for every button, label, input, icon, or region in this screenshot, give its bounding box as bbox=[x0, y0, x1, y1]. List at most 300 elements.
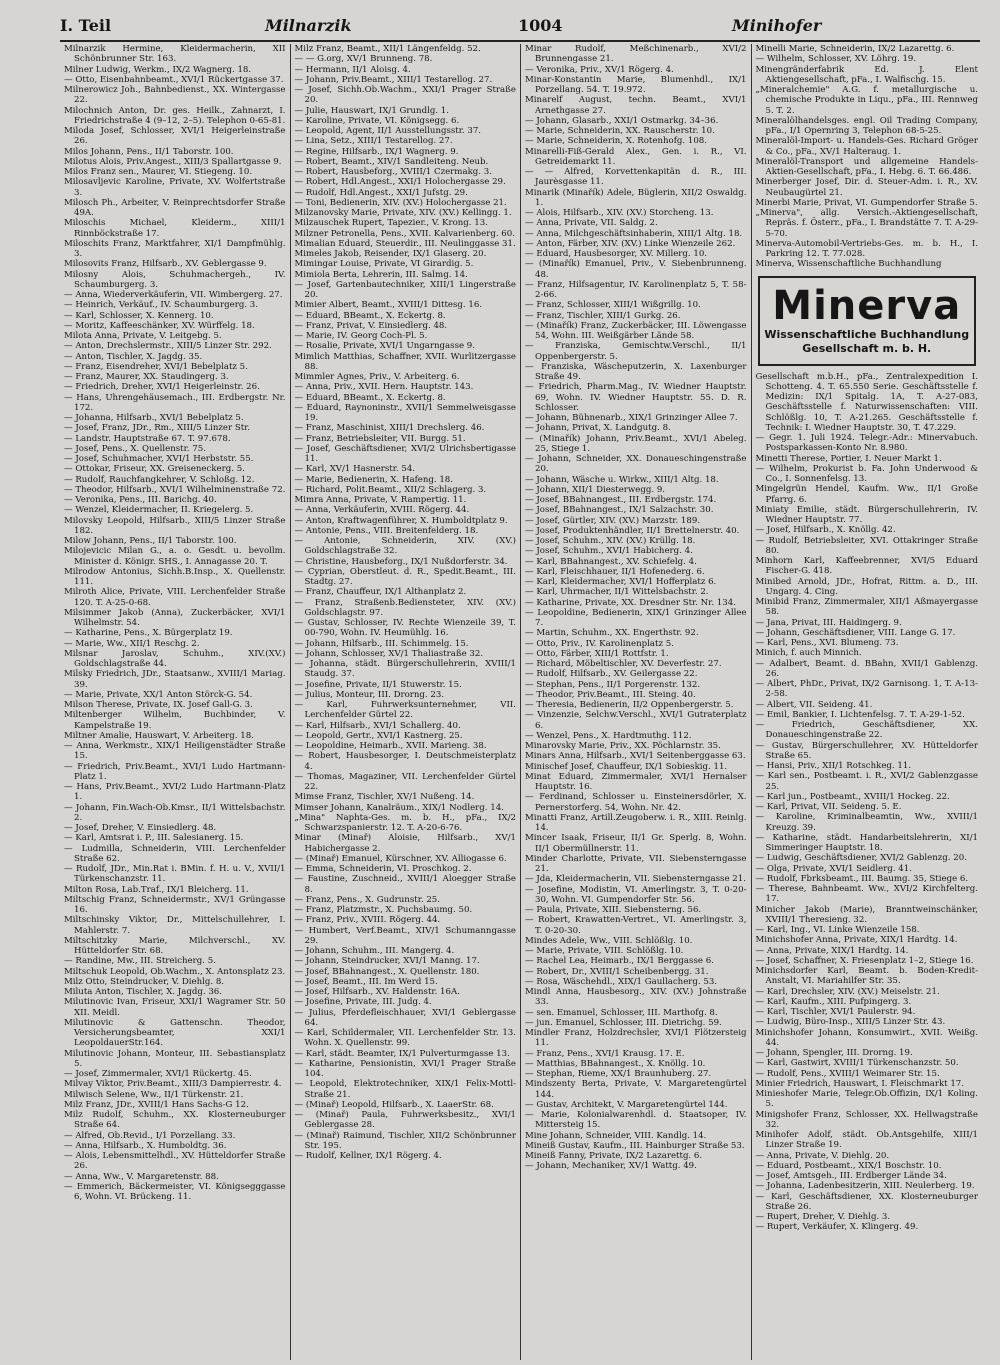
directory-entry: Miloschits Franz, Marktfahrer, XI/1 Dampfmühlg. 3. bbox=[64, 238, 286, 259]
directory-entry: — Julie, Hauswart, IX/1 Grundlg. 1. bbox=[294, 105, 449, 116]
page-number: 1004 bbox=[518, 16, 563, 35]
directory-entry: Mimeles Jakob, Reisender, IX/1 Glaserg. 20. bbox=[294, 249, 487, 259]
directory-entry: — Karl, Geschäftsdiener, XX. Klosterneuburger Straße 26. bbox=[755, 1191, 978, 1212]
directory-entry: — Johanna, städt. Bürgerschullehrerin, XVIII/1 Staudg. 37. bbox=[294, 659, 516, 680]
directory-entry: — Karl, städt. Beamter, IX/1 Pulverturmgasse 13. bbox=[294, 1048, 510, 1059]
directory-entry: — Wenzel, Kleidermacher, II. Kriegelerg. 5. bbox=[64, 505, 254, 516]
directory-entry: Miniaty Emilie, städt. Bürgerschullehrerin, IV. Wiedner Hauptstr. 77. bbox=[755, 504, 978, 525]
directory-entry: Milnerowicz Joh., Bahnbedienst., XX. Wintergasse 22. bbox=[64, 85, 286, 106]
directory-entry: — Marie, Bedienerin, X. Hafeng. 18. bbox=[294, 474, 453, 485]
directory-entry: — Wenzel, Pens., X. Hardtmuthg. 112. bbox=[525, 730, 692, 741]
directory-entry: — Johann, Privat, X. Landgutg. 8. bbox=[525, 423, 671, 434]
directory-entry: — Gustav, Schlosser, IV. Rechte Wienzeile 39, T. 00-790, Wohn. IV. Heumühlg. 16. bbox=[294, 618, 516, 639]
directory-entry: Mineralöl-Import- u. Handels-Ges. Richard Gröger & Co., pFa., XV/1 Halteraug. 1. bbox=[755, 136, 978, 157]
directory-entry: — Ferdinand, Schlosser u. Einsteinersdörler, X. Pernerstorferg. 54, Wohn. Nr. 42. bbox=[525, 792, 747, 813]
directory-entry: — Anton, Färber, XIV. (XV.) Linke Wienzeile 262. bbox=[525, 238, 736, 249]
directory-entry: — Josef, Gartenbautechniker, XIII/1 Lingerstraße 20. bbox=[294, 279, 516, 300]
directory-entry: — Hansi, Priv., XII/1 Rotschkeg. 11. bbox=[755, 761, 912, 771]
directory-entry: Minerberger Josef, Dir. d. Steuer-Adm. i. R., XV. Neubaugürtel 21. bbox=[755, 177, 978, 198]
directory-entry: — Franz, Privat, V. Einsiedlerg. 48. bbox=[294, 320, 448, 331]
column-4 bbox=[752, 44, 982, 1360]
column-4-top-entries bbox=[756, 44, 978, 270]
directory-entry: — Johann, Hilfsarb., III. Schimmelg. 15. bbox=[294, 638, 469, 649]
directory-entry: Mimingar Louise, Private, VI Girardig. 5. bbox=[294, 259, 474, 270]
directory-entry: — Lina, Setz., XIII/1 Testarellog. 27. bbox=[294, 136, 453, 147]
directory-entry: — Alfred, Ob.Revid., I/1 Porzellang. 33. bbox=[64, 1130, 236, 1141]
directory-entry: — Franz, Maurer, XX. Staudingerg. 3. bbox=[64, 372, 229, 382]
directory-entry: — Marie, Private, VIII. Schlößlg. 10. bbox=[525, 946, 684, 956]
directory-entry: — Josef, Zimmermaler, XVI/1 Rückertg. 45. bbox=[64, 1069, 252, 1079]
directory-entry: „Minerva", allg. Versich.-Aktiengesellschaft, Repräs. f. Österr., pFa., I. Brandstätte 7. T. A-29-5-70. bbox=[755, 208, 978, 239]
directory-entry: Milotus Alois, Priv.Angest., XIII/3 Spallartgasse 9. bbox=[64, 156, 282, 167]
directory-entry: — Thomas, Magaziner, VII. Lerchenfelder Gürtel 22. bbox=[294, 771, 516, 792]
directory-entry: — Anna, Priv., XVII. Hern. Hauptstr. 143. bbox=[294, 382, 474, 393]
directory-entry: — Anna, Ww., V. Margaretenstr. 88. bbox=[64, 1171, 219, 1182]
directory-entry: Miltschitzky Marie, Milchverschl., XV. Hütteldorfer Str. 68. bbox=[64, 935, 286, 956]
directory-entry: — jun. Emanuel, Schlosser, III. Dietrichg. 59. bbox=[525, 1017, 722, 1028]
directory-entry: — Rupert, Dreher, V. Diehlg. 3. bbox=[755, 1212, 891, 1222]
directory-entry: — Regine, Hilfsarb., IX/1 Wagnerg. 9. bbox=[294, 146, 459, 157]
directory-entry: — Emma, Schneiderin, VI. Proschkog. 2. bbox=[294, 864, 472, 874]
directory-entry: — Otto, Färber, XIII/1 Rottfstr. 1. bbox=[525, 648, 669, 659]
directory-entry: — (Minařík) Emanuel, Priv., V. Siebenbrunneng. 48. bbox=[525, 259, 747, 280]
directory-entry: Mimier Albert, Beamt., XVIII/1 Dittesg. 16. bbox=[294, 300, 483, 311]
directory-entry: — Franz, Eisendreher, XVI/1 Bebelplatz 5. bbox=[64, 361, 248, 372]
directory-entry: Milota Anna, Private, V. Leitgebg. 5. bbox=[64, 331, 222, 341]
directory-entry: Minerva, Wissenschaftliche Buchhandlung bbox=[755, 259, 942, 270]
directory-entry: — Johann, Schlosser, XV/1 Thaliastraße 32. bbox=[294, 648, 484, 659]
directory-entry: — Rupert, Verkäufer, X. Klingerg. 49. bbox=[755, 1222, 919, 1233]
directory-columns bbox=[60, 44, 982, 1360]
directory-entry: — Eduard, BBeamt., X. Eckertg. 8. bbox=[294, 392, 446, 403]
directory-entry: — Antonie, Pens., VIII. Breitenfelderg. 18. bbox=[294, 525, 479, 536]
directory-entry: Mimmler Agnes, Priv., V. Arbeiterg. 6. bbox=[294, 372, 460, 382]
directory-entry: — Wilhelm, Schlosser, XV. Löhrg. 19. bbox=[755, 54, 917, 65]
directory-entry: Minar-Konstantin Marie, Blumenhdl., IX/1 Porzellang. 54. T. 19.972. bbox=[525, 74, 747, 95]
directory-entry: — Robert, Hausbeforg., XVIII/1 Czermakg. 3. bbox=[294, 167, 492, 177]
directory-entry: — Robert, Hdl.Angest., XXI/1 Holochergasse 29. bbox=[294, 177, 506, 188]
directory-entry: — Franz, Platzmstr., X. Puchsbaumg. 50. bbox=[294, 905, 473, 915]
directory-entry: — Anna, Wiederverkäuferin, VII. Wimbergerg. 27. bbox=[64, 290, 283, 300]
directory-entry: — Josef, Dreher, V. Einsiedlerg. 48. bbox=[64, 823, 217, 833]
directory-entry: — Anna, Verkäuferin, XVIII. Rögerg. 44. bbox=[294, 505, 470, 516]
directory-entry: — Karl, Ing., VI. Linke Wienzeile 158. bbox=[755, 925, 920, 935]
directory-entry: — Karl, Kaufm., XIII. Pufpingerg. 3. bbox=[755, 996, 912, 1007]
directory-entry: — — G.org, XV/1 Brunneng. 78. bbox=[294, 54, 433, 65]
ad-title: Minerva bbox=[772, 282, 962, 329]
directory-entry: — Vinzenzie, Selchw.Verschl., XVI/1 Gutraterplatz 6. bbox=[525, 710, 747, 731]
directory-entry: Mimiola Berta, Lehrerin, III. Salmg. 14. bbox=[294, 269, 468, 280]
directory-entry: — Josefine, Private, III. Judg. 4. bbox=[294, 997, 432, 1008]
directory-entry: — (Minařík) Johann, Priv.Beamt., XVI/1 Abeleg. 25, Stiege 1. bbox=[525, 433, 747, 454]
directory-entry: — Eduard, Raynoninstr., XVII/1 Semmelweisgasse 19. bbox=[294, 402, 516, 423]
directory-entry: — Karl, Drechsler, XIV. (XV.) Meiselstr. 21. bbox=[755, 986, 940, 997]
directory-entry: Milzanovsky Marie, Private, XIV. (XV.) Kellingg. 1. bbox=[294, 208, 512, 218]
directory-entry: — Johanna, Ladenbesitzerin, XIII. Neulerberg. 19. bbox=[755, 1181, 975, 1192]
directory-entry: — Landstr. Hauptstraße 67. T. 97.678. bbox=[64, 433, 231, 444]
directory-entry: — Olga, Private, XVI/1 Seidlerg. 41. bbox=[755, 863, 912, 874]
directory-entry: Minarelf August, techn. Beamt., XVI/1 Arnethgasse 27. bbox=[525, 95, 747, 116]
directory-entry: — Johann, Schneider, XX. Donaueschingenstraße 20. bbox=[525, 454, 747, 475]
directory-entry: Minars Anna, Hilfsarb., XVI/1 Seitenberggasse 63. bbox=[525, 751, 746, 762]
directory-entry: — Karl jun., Postbeamt., XVIII/1 Hockeg. 22. bbox=[755, 791, 950, 802]
directory-entry: — Julius, Monteur, III. Drorng. 23. bbox=[294, 689, 445, 700]
directory-entry: — Rudolf, JDr., Min.Rat i. BMin. f. H. u. V., XVII/1 Türkenschanzstr. 11. bbox=[64, 864, 286, 885]
directory-entry: Mimser Johann, Kanalräum., XIX/1 Nodlerg. 14. bbox=[294, 802, 504, 813]
directory-entry: Miltschig Franz, Schneidermstr., XV/1 Grüngasse 16. bbox=[64, 894, 286, 915]
directory-entry: — Rosa, Wäschehdl., XIX/1 Gaullacherg. 53. bbox=[525, 976, 718, 987]
directory-entry: — (Minař) Emanuel, Kürschner, XV. Alliogasse 6. bbox=[294, 853, 507, 864]
directory-entry: Milow Johann, Pens., II/1 Taborstr. 100. bbox=[64, 536, 237, 546]
directory-entry: — Josefine, Private, II/1 Stuwerstr. 15. bbox=[294, 679, 462, 690]
directory-entry: — Katharine, Pensionistin, XVI/1 Prager Straße 104. bbox=[294, 1058, 516, 1079]
directory-entry: — Karl, Privat, VII. Seideng. 5. E. bbox=[755, 802, 902, 812]
directory-entry: Milojevicic Milan G., a. o. Gesdt. u. bevollm. Minister d. Königr. SHS., I. Annagasse 20. T. bbox=[64, 546, 286, 567]
directory-entry: — Marie, Private, XX/1 Anton Störck-G. 54. bbox=[64, 689, 253, 700]
directory-entry: — Richard, Möbeltischler, XV. Deverfestr. 27. bbox=[525, 659, 722, 669]
directory-entry: — Franz, Pens., X. Gudrunstr. 25. bbox=[294, 894, 440, 905]
directory-entry: Minelli Marie, Schneiderin, IX/2 Lazarettg. 6. bbox=[755, 44, 955, 54]
directory-entry: — Johann, Mechaniker, XV/1 Wattg. 49. bbox=[525, 1161, 697, 1172]
directory-entry: — Hans, Uhrengehäusemach., III. Erdbergstr. Nr. 172. bbox=[64, 392, 286, 413]
directory-entry: — Alois, Lebensmittelhdl., XV. Hütteldorfer Straße 26. bbox=[64, 1151, 286, 1172]
directory-entry: — Franz, Pens., XVI/1 Krausg. 17. E. bbox=[525, 1048, 685, 1059]
directory-entry: — Josef, Pens., X. Quellenstr. 75. bbox=[64, 443, 206, 454]
directory-entry: — Karl, Fuhrwerksunternehmer, VII. Lerchenfelder Gürtel 22. bbox=[294, 700, 516, 721]
directory-entry: Mindler Franz, Holzdrechsler, XVI/1 Flötzersteig 11. bbox=[525, 1028, 747, 1049]
directory-entry: — Martin, Schuhm., XX. Engerthstr. 92. bbox=[525, 628, 699, 639]
directory-entry: — Johann, Glasarb., XXI/1 Ostmarkg. 34–36. bbox=[525, 115, 719, 126]
directory-entry: — Karl sen., Postbeamt. i. R., XVI/2 Gablenzgasse 25. bbox=[755, 771, 978, 792]
directory-entry: — Jana, Privat, III. Haidingerg. 9. bbox=[755, 617, 902, 628]
directory-entry: — Rudolf, Betriebsleiter, XVI. Ottakringer Straße 80. bbox=[755, 535, 978, 556]
directory-entry: — Adalbert, Beamt. d. BBahn, XVII/1 Gablenzg. 26. bbox=[755, 658, 978, 679]
directory-entry: — Josef, BBahnangest., X. Quellenstr. 180. bbox=[294, 966, 480, 977]
directory-entry: — Humbert, Verf.Beamt., XIV/1 Schumanngasse 29. bbox=[294, 925, 516, 946]
directory-entry: — Richard, Polit.Beamt., XII/2 Schlagerg. 3. bbox=[294, 484, 487, 495]
directory-entry: Gesellschaft m.b.H., pFa., Zentralexpedition I. Schotteng. 4. T. 65.550 Serie. Geschäftsstelle f. Medizin: IX/1 Spitalg. 1A, T. A-27-083, Geschäftsstelle f. Naturwissenschaften: VIII. Schlößlg. 10, T. A-21.265. Geschäftsstelle f. Technik: I. Wiedner Hauptstr. 30, T. 47.229. bbox=[755, 371, 978, 433]
directory-entry: — Eduard, Postbeamt., XIX/1 Boschstr. 10. bbox=[755, 1160, 942, 1171]
directory-entry: — Anna, Private, XIX/1 Hardtg. 14. bbox=[755, 945, 909, 956]
directory-entry: Mingelgrün Hendel, Kaufm. Ww., II/1 Große Pfarrg. 6. bbox=[755, 484, 978, 505]
directory-entry: — Johann, Schuhm., III. Mangerg. 4. bbox=[294, 946, 455, 956]
directory-entry: Milsimmer Jakob (Anna), Zuckerbäcker, XVI/1 Wilhelmstr. 54. bbox=[64, 607, 286, 628]
directory-entry: — Friedrich, Dreher, XVI/1 Heigerleinstr. 26. bbox=[64, 382, 260, 393]
directory-entry: — Josef, Sichh.Ob.Wachm., XXI/1 Prager Straße 20. bbox=[294, 85, 516, 106]
directory-entry: — Theodor, Hilfsarb., XVI/1 Wilhelminenstraße 72. bbox=[64, 484, 286, 495]
directory-entry: — (Minař) Paula, Fuhrwerksbesitz., XVI/1 Geblergasse 28. bbox=[294, 1110, 516, 1131]
directory-entry: Milosch Ph., Arbeiter, V. Reinprechtsdorfer Straße 49A. bbox=[64, 197, 286, 218]
directory-entry: — Julius, Pferdefleischhauer, XVI/1 Geblergasse 64. bbox=[294, 1007, 516, 1028]
directory-entry: — Josef, Beamt., III. Im Werd 15. bbox=[294, 976, 438, 987]
directory-entry: — (Minař) Raimund, Tischler, XII/2 Schönbrunner Str. 195. bbox=[294, 1130, 516, 1151]
directory-entry: Miloda Josef, Schlosser, XVI/1 Heigerleinstraße 26. bbox=[64, 126, 286, 147]
directory-entry: — Karl, Tischler, XVI/1 Paulerstr. 94. bbox=[755, 1007, 916, 1017]
directory-entry: — Toni, Bedienerin, XIV. (XV.) Holochergasse 21. bbox=[294, 197, 507, 208]
directory-entry: Minich, f. auch Minnich. bbox=[755, 648, 862, 659]
directory-entry: Milton Rosa, Lab.Traf., IX/1 Bleicherg. 11. bbox=[64, 884, 249, 895]
directory-entry: — Albert, VII. Seideng. 41. bbox=[755, 699, 873, 710]
directory-entry: — (Minařík) Franz, Zuckerbäcker, III. Löwengasse 54, Wohn. III. Weißgärber Lände 58. bbox=[525, 320, 747, 341]
directory-entry: — Gustav, Architekt, V. Margaretengürtel 144. bbox=[525, 1099, 728, 1110]
directory-entry: — Marie, Ww., XII/1 Reschg. 2. bbox=[64, 638, 200, 649]
directory-entry: Milosny Alois, Schuhmachergeh., IV. Schaumburgerg. 3. bbox=[64, 269, 286, 290]
directory-entry: — Wilhelm, Prokurist b. Fa. John Underwood & Co., I. Sonnenfelsg. 13. bbox=[755, 463, 978, 484]
directory-entry: — Rudolf, Kellner, IX/1 Rögerg. 4. bbox=[294, 1151, 442, 1161]
directory-entry: Minibed Arnold, JDr., Hofrat, Rittm. a. D., III. Ungarg. 4. Cing. bbox=[755, 576, 978, 597]
directory-entry: — Matthias, BBahnangest., X. Knöllg. 10. bbox=[525, 1058, 706, 1069]
directory-entry: — Marie, Schneiderin, X. Rotenhofg. 108. bbox=[525, 136, 707, 147]
directory-entry: Milrodow Antonius, Sichh.B.Insp., X. Quellenstr. 111. bbox=[64, 566, 286, 587]
directory-entry: Mineralölhandelsges. engl. Oil Trading Company, pFa., I/1 Opernring 3, Telephon 68-5-25. bbox=[755, 115, 978, 136]
directory-entry: — Karl, BBahnangest., XV. Schiefelg. 4. bbox=[525, 556, 697, 567]
directory-entry: — Johanna, Hilfsarb., XVI/1 Bebelplatz 5. bbox=[64, 413, 244, 423]
directory-entry: — Marie, Kolonialwarenhdl. d. Staatsoper, IV. Mittersteig 15. bbox=[525, 1110, 747, 1131]
directory-entry: — Eduard, BBeamt., X. Eckertg. 8. bbox=[294, 310, 446, 321]
directory-entry: Milwisch Selene, Ww., II/1 Türkenstr. 21. bbox=[64, 1089, 244, 1100]
directory-entry: — Karl, Pens., XVI. Blumeng. 73. bbox=[755, 638, 899, 648]
directory-entry: — Gustav, Bürgerschullehrer, XV. Hütteldorfer Straße 65. bbox=[755, 740, 978, 761]
directory-entry: Milz Franz, JDr., XVIII/1 Hans Sachs-G 12. bbox=[64, 1099, 249, 1110]
directory-entry: — Anna, Private, V. Diehlg. 20. bbox=[755, 1150, 890, 1161]
directory-entry: Milz Otto, Steindrucker, V. Diehlg. 8. bbox=[64, 976, 225, 987]
directory-entry: — Rudolf, Hilfsarb., XV. Geilergasse 22. bbox=[525, 669, 698, 680]
directory-entry: — Robert, Beamt., XIV/1 Sandleiteng. Neub. bbox=[294, 156, 489, 167]
directory-entry: — Franz, Straßenb.Bediensteter, XIV. (XV.) Goldschlagstr. 97. bbox=[294, 597, 516, 618]
directory-entry: — Moritz, Kaffeeschänker, XV. Würffelg. 18. bbox=[64, 320, 255, 331]
minerva-advertisement bbox=[758, 276, 976, 366]
directory-entry: — Rachel Lea, Heimarb., IX/1 Berggasse 6. bbox=[525, 956, 714, 967]
directory-entry: Minicher Jakob (Marie), Branntweinschänker, XVIII/1 Theresieng. 32. bbox=[755, 904, 978, 925]
directory-entry: — Therese, Bahnbeamt. Ww., XVI/2 Kirchfelterg. 17. bbox=[755, 884, 978, 905]
first-headword: Milnarzik bbox=[265, 16, 352, 35]
directory-entry: Minatti Franz, Artill.Zeugoberw. i. R., XIII. Reinlg. 14. bbox=[525, 812, 747, 833]
directory-entry: — Leopold, Gertr., XVI/1 Kastnerg. 25. bbox=[294, 730, 463, 741]
directory-entry: Milvay Viktor, Priv.Beamt., XIII/3 Dampierrestr. 4. bbox=[64, 1079, 282, 1090]
directory-entry: Milovsky Leopold, Hilfsarb., XIII/5 Linzer Straße 182. bbox=[64, 515, 286, 536]
directory-entry: — Eduard, Hausbesorger, XV. Millerg. 10. bbox=[525, 249, 708, 259]
directory-entry: — Franz, Maschinist, XIII/1 Drechslerg. 46. bbox=[294, 423, 485, 434]
directory-entry: — Paula, Private, XIII. Siebensterng. 56. bbox=[525, 905, 702, 915]
directory-entry: — Robert, Dr., XVIII/1 Scheibenbergg. 31. bbox=[525, 966, 709, 977]
directory-entry: — Leopoldine, Bedienerin, XIX/1 Grinzinger Allee 7. bbox=[525, 607, 747, 628]
directory-entry: — Johann, Spengler, III. Drorng. 19. bbox=[755, 1048, 913, 1058]
directory-entry: Mindl Anna, Hausbesorg., XIV. (XV.) Johnstraße 33. bbox=[525, 987, 747, 1008]
directory-entry: Minieshofer Marie, Telegr.Ob.Offizin, IX/1 Koling. 5. bbox=[755, 1089, 978, 1110]
directory-entry: — Rosalie, Private, XVI/1 Ungarngasse 9. bbox=[294, 341, 475, 352]
directory-entry: — Anna, Hilfsarb., X. Humboldtg. 36. bbox=[64, 1140, 227, 1151]
directory-entry: — Karl, Fleischhauer, II/1 Hofenederg. 6. bbox=[525, 566, 705, 577]
directory-entry: Milz Franz, Beamt., XII/1 Längenfeldg. 52. bbox=[294, 44, 481, 54]
directory-entry: Milnarzik Hermine, Kleidermacherin, XII Schönbrunner Str. 163. bbox=[64, 44, 286, 65]
column-1 bbox=[60, 44, 291, 1360]
directory-entry: — Stephan, Rieme, XX/1 Braunhuberg. 27. bbox=[525, 1069, 712, 1079]
directory-entry: — Josef, Gürtler, XIV. (XV.) Marzstr. 189. bbox=[525, 515, 701, 526]
directory-entry: — Anton, Kraftwagenführer, X. Humboldtplatz 9. bbox=[294, 515, 508, 526]
directory-entry: — Emil, Bankier, I. Lichtenfelsg. 7. T. A-29-1-52. bbox=[755, 709, 965, 720]
directory-entry: Minarovsky Marie, Priv., XX. Pöchlarnstr. 35. bbox=[525, 741, 721, 751]
directory-entry: — Ludwig, Geschäftsdiener, XVI/2 Gablenzg. 20. bbox=[755, 853, 967, 864]
directory-entry: Minihofer Adolf, städt. Ob.Antsgehilfe, XIII/1 Linzer Straße 19. bbox=[755, 1130, 978, 1151]
directory-entry: Minibid Franz, Zimmermaler, XII/1 Aßmayergasse 58. bbox=[755, 597, 978, 618]
directory-entry: Milner Ludwig, Werkm., IX/2 Wagnerg. 18. bbox=[64, 64, 252, 75]
directory-entry: — Franz, Chauffeur, IX/1 Althanplatz 2. bbox=[294, 587, 467, 598]
directory-entry: Milzauschek Rupert, Tapezier., V. Krong. 13. bbox=[294, 218, 488, 229]
page-header bbox=[60, 14, 980, 40]
directory-entry: — Josef, Franz, JDr., Rm., XIII/5 Linzer Str. bbox=[64, 423, 251, 434]
directory-entry: — Leopold, Agent, II/1 Ausstellungsstr. 37. bbox=[294, 126, 482, 136]
directory-entry: — Karl, Kleidermacher, XVI/1 Hofferplatz 6. bbox=[525, 577, 717, 587]
directory-entry: — Karl, XV/1 Hasnerstr. 54. bbox=[294, 464, 416, 475]
directory-entry: Milsky Friedrich, JDr., Staatsanw., XVIII/1 Mariag. 39. bbox=[64, 669, 286, 690]
column-2 bbox=[291, 44, 522, 1360]
directory-entry: — Franz, Priv., XVIII. Rögerg. 44. bbox=[294, 915, 441, 926]
directory-entry: Miluta Anton, Tischler, X. Jagdg. 36. bbox=[64, 987, 222, 997]
directory-entry: Mineiß Fanny, Private, IX/2 Lazarettg. 6. bbox=[525, 1151, 703, 1161]
directory-entry: — Albert, PhDr., Privat, IX/2 Garnisong. 1, T. A-13-2-58. bbox=[755, 679, 978, 700]
directory-entry: Mimlich Matthias, Schaffner, XVII. Wurlitzergasse 88. bbox=[294, 351, 516, 372]
directory-entry: — Katharine, Pens., X. Bürgerplatz 19. bbox=[64, 628, 233, 639]
directory-entry: — Johann, XII/1 Diesterwegg. 9. bbox=[525, 484, 666, 495]
directory-entry: Mineiß Gustav, Kaufm., III. Hainburger Straße 53. bbox=[525, 1140, 745, 1151]
directory-entry: — Josef, Hilfsarb., XV. Haldenstr. 16A. bbox=[294, 987, 460, 997]
directory-entry: — Otto, Eisenbahnbeamt., XVI/1 Rückertgasse 37. bbox=[64, 74, 284, 85]
directory-entry: — Josef, Schaffner, X. Friesenplatz 1–2, Stiege 16. bbox=[755, 955, 974, 966]
header-rule bbox=[60, 40, 980, 42]
directory-entry: Miltenberger Wilhelm, Buchbinder, V. Kampelstraße 19. bbox=[64, 710, 286, 731]
directory-entry: Minder Charlotte, Private, VII. Siebensterngasse 21. bbox=[525, 853, 747, 874]
directory-entry: Milutinovic Ivan, Friseur, XXI/1 Wagramer Str. 50 XII. Meidl. bbox=[64, 997, 286, 1018]
directory-entry: — Robert, Krawatten-Vertret., VI. Amerlingstr. 3, T. 0-20-30. bbox=[525, 915, 747, 936]
directory-entry: Minerva-Automobil-Vertriebs-Ges. m. b. H., I. Parkring 12. T. 77.028. bbox=[755, 238, 978, 259]
directory-entry: — Marie, Schneiderin, XX. Rauscherstr. 10. bbox=[525, 126, 715, 136]
directory-entry: — Johann, Bühnenarb., XIX/1 Grinzinger Allee 7. bbox=[525, 413, 738, 423]
directory-entry: — Jda, Kleidermacherin, VII. Siebensterngasse 21. bbox=[525, 874, 746, 885]
directory-entry: — Karoline, Private, VI. Königsegg. 6. bbox=[294, 115, 460, 126]
directory-entry: — Antonie, Schneiderin, XIV. (XV.) Goldschlagstraße 32. bbox=[294, 536, 516, 557]
directory-entry: — Friedrich, Geschäftsdiener, XX. Donaueschingenstraße 22. bbox=[755, 720, 978, 741]
directory-entry: — Anton, Drechslermstr., XIII/5 Linzer Str. 292. bbox=[64, 341, 272, 352]
directory-entry: — Franz, Schlosser, XIII/1 Wißgrillg. 10. bbox=[525, 300, 701, 311]
directory-entry: — Rudolf, Pens., XVIII/1 Weimarer Str. 15. bbox=[755, 1068, 940, 1079]
directory-entry: — Josef, Produktenhändler, II/1 Brettelnerstr. 40. bbox=[525, 525, 740, 536]
directory-entry: Minischef Josef, Chauffeur, IX/1 Sobieskig. 11. bbox=[525, 761, 728, 772]
directory-entry: Minetti Therese, Portier, I. Neuer Markt 1. bbox=[755, 453, 942, 464]
directory-entry: — Ottokar, Friseur, XX. Greiseneckerg. 5. bbox=[64, 464, 245, 475]
directory-entry: Minarelli-Fiß-Gerald Alex., Gen. i. R., VI. Getreidemarkt 11. bbox=[525, 146, 747, 167]
directory-entry: — Otto, Priv., IV. Karolinenplatz 5. bbox=[525, 638, 674, 649]
directory-entry: — Christine, Hausbeforg., IX/1 Nußdorferstr. 34. bbox=[294, 556, 508, 567]
directory-entry: Minichshofer Anna, Private, XIX/1 Hardtg. 14. bbox=[755, 935, 958, 946]
directory-entry: — Karl, Schlosser, X. Kennerg. 10. bbox=[64, 310, 214, 321]
directory-entry: Mine Johann, Schneider, VIII. Kandlg. 14. bbox=[525, 1130, 707, 1141]
directory-entry: — Katharine, städt. Handarbeitslehrerin, XI/1 Simmeringer Hauptstr. 18. bbox=[755, 832, 978, 853]
directory-entry: Mindszenty Berta, Private, V. Margaretengürtel 144. bbox=[525, 1079, 747, 1100]
directory-entry: Milosavljevic Karoline, Private, XV. Wolfertstraße 3. bbox=[64, 177, 286, 198]
directory-entry: „Mineralchemie" A.G. f. metallurgische u. chemische Produkte in Liqu., pFa., III. Rennweg 5. T. 2. bbox=[755, 85, 978, 116]
directory-entry: — Cyprian, Oberstleut. d. R., Spedit.Beamt., III. Stadtg. 27. bbox=[294, 566, 516, 587]
directory-entry: — Robert, Hausbesorger, I. Deutschmeisterplatz 4. bbox=[294, 751, 516, 772]
directory-entry: — Karl, Hilfsarb., XVI/1 Schallerg. 40. bbox=[294, 720, 461, 731]
directory-entry: Mindes Adele, Ww., VIII. Schlößlg. 10. bbox=[525, 935, 693, 946]
directory-entry: — Johann, Geschäftsdiener, VIII. Lange G. 17. bbox=[755, 627, 956, 638]
directory-entry: — Emmerich, Bäckermeister, VI. Königsegggasse 6, Wohn. VI. Brückeng. 11. bbox=[64, 1181, 286, 1202]
ad-line-2: Gesellschaft m. b. H. bbox=[802, 341, 932, 355]
directory-entry: Milson Therese, Private, IX. Josef Gall-G. 3. bbox=[64, 700, 253, 710]
directory-entry: Mincer Isaak, Friseur, II/1 Gr. Sperlg. 8, Wohn. II/1 Obermüllnerstr. 11. bbox=[525, 833, 747, 854]
directory-entry: — Anton, Tischler, X. Jagdg. 35. bbox=[64, 351, 203, 362]
directory-entry: Mimra Anna, Private, V. Rampertig. 11. bbox=[294, 495, 467, 505]
directory-entry: Minar Rudolf, Meßchinenarb., XVI/2 Brunnengasse 21. bbox=[525, 44, 747, 65]
directory-entry: — Karl, Schildermaler, VII. Lerchenfelder Str. 13. Wohn. X. Quellenstr. 99. bbox=[294, 1028, 516, 1049]
directory-entry: — Anna, Werkmstr., XIX/1 Heiligenstädter Straße 15. bbox=[64, 741, 286, 762]
directory-entry: — Hans, Priv.Beamt., XVI/2 Ludo Hartmann-Platz 1. bbox=[64, 782, 286, 803]
directory-entry: Minengränderfabrik Ed. J. Elent Aktiengesellschaft, pFa., I. Walfischg. 15. bbox=[755, 64, 978, 85]
directory-entry: — Franz, Tischler, XIII/1 Gurkg. 26. bbox=[525, 310, 681, 321]
directory-entry: Minat Eduard, Zimmermaler, XVI/1 Hernalser Hauptstr. 16. bbox=[525, 771, 747, 792]
ad-line-1: Wissenschaftliche Buchhandlung bbox=[764, 327, 970, 341]
directory-entry: — Karoline, Kriminalbeamtin, Ww., XVIII/1 Kreuzg. 39. bbox=[755, 812, 978, 833]
directory-entry: — Josef, BBahnangest., IX/1 Salzachstr. 30. bbox=[525, 505, 714, 516]
directory-entry: — Marie, IV. Georg Coch-Pl. 5. bbox=[294, 331, 428, 341]
directory-entry: — Anna, Private, VII. Saldg. 2. bbox=[525, 218, 658, 229]
directory-entry: Mimse Franz, Tischler, XV/1 Nußeng. 14. bbox=[294, 792, 475, 803]
directory-entry: Milosovits Franz, Hilfsarb., XV. Geblergasse 9. bbox=[64, 259, 267, 270]
directory-entry: — Josef, Schuhm., XVI/1 Habicherg. 4. bbox=[525, 546, 693, 557]
directory-entry: — Heinrich, Verkäuf., IV. Schaumburgerg. 3. bbox=[64, 300, 259, 311]
directory-entry: Minichshofer Johann, Konsumwirt., XVII. Weißg. 44. bbox=[755, 1027, 978, 1048]
directory-entry: — Ludwig, Büro-Insp., XIII/5 Linzer Str. 43. bbox=[755, 1017, 946, 1028]
directory-entry: — (Minař) Leopold, Hilfsarb., X. LaaerStr. 68. bbox=[294, 1099, 494, 1110]
directory-entry: — Veronika, Pens., III. Barichg. 40. bbox=[64, 495, 217, 505]
directory-entry: — Josef, Amtsgeh., III. Erdberger Lände 34. bbox=[755, 1171, 947, 1181]
directory-entry: Mimalian Eduard, Steuerdir., III. Neulinggasse 31. bbox=[294, 238, 516, 249]
directory-entry: — Gegr. 1. Juli 1924. Telegr.-Adr.: Minervabuch. Postsparkassen-Konto Nr. 8.980. bbox=[755, 433, 978, 454]
directory-entry: — Johann, Priv.Beamt., XIII/1 Testarellog. 27. bbox=[294, 74, 493, 85]
directory-entry: — Josef, Geschäftsdiener, XVI/2 Ulrichsbertigasse 11. bbox=[294, 443, 516, 464]
directory-entry: — Alois, Hilfsarb., XIV. (XV.) Storcheng. 13. bbox=[525, 208, 714, 218]
directory-entry: — Josef, BBahnangest., III. Erdbergstr. 174. bbox=[525, 495, 717, 505]
directory-entry: — Theresia, Bedienerin, II/2 Oppenbergerstr. 5. bbox=[525, 700, 734, 710]
directory-entry: Miltschinsky Viktor, Dr., Mittelschullehrer, I. Mahlerstr. 7. bbox=[64, 915, 286, 936]
column-4-bottom-entries bbox=[756, 372, 978, 1233]
directory-entry: — Johann, Steindrucker, XVI/1 Manng. 17. bbox=[294, 956, 480, 967]
directory-entry: — Rudolf, Fbrksbeamt., III. Baumg. 35, Stiege 6. bbox=[755, 873, 969, 884]
directory-entry: — Katharine, Private, XX. Dresdner Str. Nr. 134. bbox=[525, 597, 736, 608]
directory-entry: — — Alfred, Korvettenkapitän d. R., III. Jaurèsgasse 11. bbox=[525, 167, 747, 188]
directory-entry: — Josef, Schuhm., XIV. (XV.) Krüllg. 18. bbox=[525, 536, 696, 546]
directory-entry: Miltschuk Leopold, Ob.Wachm., X. Antonsplatz 23. bbox=[64, 966, 286, 977]
directory-entry: Minarik (Minařík) Adele, Büglerin, XII/2 Oswaldg. 1. bbox=[525, 187, 747, 208]
directory-entry: Milsnar Jaroslav, Schuhm., XIV.(XV.) Goldschlagstraße 44. bbox=[64, 648, 286, 669]
directory-entry: — Leopold, Elektrotechniker, XIX/1 Felix-Mottl-Straße 21. bbox=[294, 1079, 516, 1100]
directory-entry: — Randine, Mw., III. Streicherg. 5. bbox=[64, 956, 216, 967]
directory-entry: Milz Rudolf, Schuhm., XX. Klosterneuburger Straße 64. bbox=[64, 1110, 286, 1131]
last-headword: Minihofer bbox=[732, 16, 822, 35]
directory-entry: — Franziska, Gemischtw.Verschl., II/1 Oppenbergerstr. 5. bbox=[525, 341, 747, 362]
directory-entry: — Leopoldine, Heimarb., XVII. Marieng. 38. bbox=[294, 741, 487, 751]
directory-entry: Milochnich Anton, Dr. ges. Heilk., Zahnarzt, I. Friedrichstraße 4 (9–12, 2–5). Telephon 0-65-81. bbox=[64, 105, 286, 126]
directory-entry: Minhorn Karl, Kaffeebrenner, XVI/5 Eduard Fischer-G. 418. bbox=[755, 556, 978, 577]
directory-entry: — Josef, Schuhmacher, XVI/1 Herbststr. 55. bbox=[64, 454, 254, 464]
directory-entry: — Karl, Gastwirt, XVIII/1 Türkenschanzstr. 50. bbox=[755, 1058, 959, 1069]
directory-entry: — Josefine, Modistin, VI. Amerlingstr. 3, T. 0-20-30, Wohn. VI. Gumpendorfer Str. 56. bbox=[525, 884, 747, 905]
directory-entry: Minerbi Marie, Privat, VI. Gumpendorfer Straße 5. bbox=[755, 197, 978, 208]
directory-entry: — Franz, Betriebsleiter, VII. Burgg. 51. bbox=[294, 433, 466, 444]
directory-entry: — sen. Emanuel, Schlosser, III. Marthofg. 8. bbox=[525, 1007, 718, 1018]
directory-entry: Milutinovic Johann, Monteur, III. Sebastiansplatz 5. bbox=[64, 1048, 286, 1069]
directory-entry: — Karl, Uhrmacher, II/1 Wittelsbachstr. 2. bbox=[525, 587, 709, 598]
